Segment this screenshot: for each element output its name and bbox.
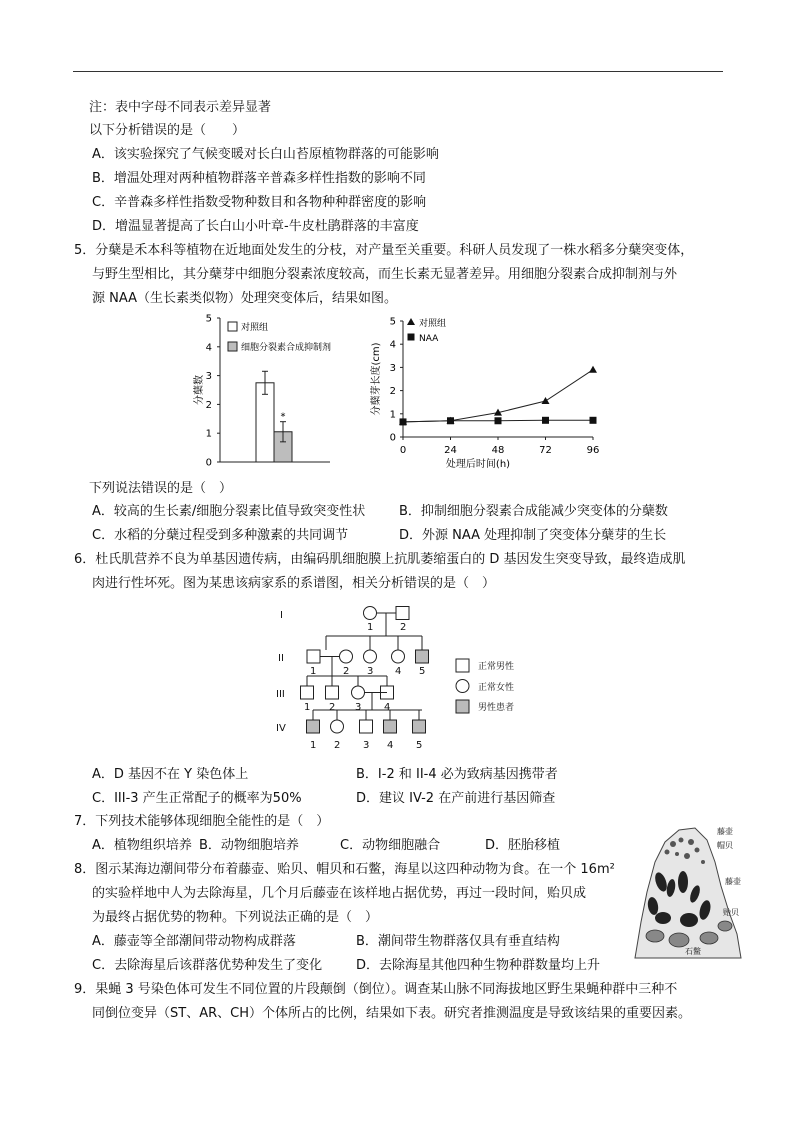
q5-stem: 下列说法错误的是（ ） xyxy=(89,481,233,496)
q7-option-b: B．动物细胞培养 xyxy=(199,838,299,853)
label-chiton: 石鳖 xyxy=(685,947,701,956)
pedigree-III-2 xyxy=(326,686,339,699)
line-x-tick-label: 48 xyxy=(491,445,505,456)
line-point-control xyxy=(589,366,597,373)
line-point-naa xyxy=(542,417,549,424)
q6-option-d: D．建议 IV-2 在产前进行基因筛查 xyxy=(356,791,556,806)
pedigree-I-1 xyxy=(364,607,377,620)
q7-option-c: C．动物细胞融合 xyxy=(340,838,441,853)
q9-line-2: 同倒位变异（ST、AR、CH）个体所占的比例，结果如下表。研究者推测温度是导致该结果的重要因素。 xyxy=(92,1006,691,1021)
num-II-5: 5 xyxy=(419,666,426,677)
line-y-tick-label: 5 xyxy=(389,316,396,328)
q8-option-a: A．藤壶等全部潮间带动物构成群落 xyxy=(92,934,296,949)
pedigree-II-3 xyxy=(364,650,377,663)
legend-affected-male: 男性患者 xyxy=(478,703,515,713)
line-y-tick-label: 0 xyxy=(389,432,396,444)
line-point-naa xyxy=(447,417,454,424)
q8-line-1: 8．图示某海边潮间带分布着藤壶、贻贝、帽贝和石鳖，海星以这四种动物为食。在一个 16m² xyxy=(74,862,615,877)
q6-line-1: 6．杜氏肌营养不良为单基因遗传病，由编码肌细胞膜上抗肌萎缩蛋白的 D 基因发生突变导致，最终造成肌 xyxy=(74,552,686,567)
q5-option-d: D．外源 NAA 处理抑制了突变体分蘖芽的生长 xyxy=(399,528,667,543)
num-IV-1: 1 xyxy=(310,740,317,751)
num-II-4: 4 xyxy=(395,666,402,677)
legend-normal-male-symbol xyxy=(456,659,469,672)
bar-significance-mark: * xyxy=(280,411,286,423)
gen-label-I: I xyxy=(280,610,283,621)
line-x-tick-label: 0 xyxy=(399,445,407,456)
legend-affected-male-symbol xyxy=(456,700,469,713)
gen-label-IV: IV xyxy=(276,723,286,734)
q5-option-b: B．抑制细胞分裂素合成能减少突变体的分蘖数 xyxy=(399,504,668,519)
line-point-control xyxy=(542,397,550,404)
tiller-bar-chart xyxy=(190,312,370,472)
line-x-axis-label: 处理后时间(h) xyxy=(445,459,511,470)
q8-option-b: B．潮间带生物群落仅具有垂直结构 xyxy=(356,934,560,949)
pedigree-II-1 xyxy=(307,650,320,663)
num-IV-5: 5 xyxy=(416,740,423,751)
bar-legend-swatch xyxy=(228,342,237,351)
legend-normal-female-symbol xyxy=(456,680,469,693)
line-legend-label: 对照组 xyxy=(419,319,447,329)
q6-option-b: B．I-2 和 II-4 必为致病基因携带者 xyxy=(356,767,558,782)
line-x-tick-label: 96 xyxy=(586,445,600,456)
bar-y-tick-label: 5 xyxy=(205,313,212,325)
bar-y-tick-label: 3 xyxy=(205,371,212,383)
label-barnacle-mid: 藤壶 xyxy=(725,877,741,886)
bar-legend-swatch xyxy=(228,322,237,331)
q6-option-a: A．D 基因不在 Y 染色体上 xyxy=(92,767,249,782)
pedigree-IV-3 xyxy=(360,720,373,733)
pedigree-IV-5 xyxy=(413,720,426,733)
line-legend-label: NAA xyxy=(419,334,439,344)
bar-y-tick-label: 0 xyxy=(205,457,212,469)
num-III-4: 4 xyxy=(384,702,391,713)
num-III-3: 3 xyxy=(355,702,362,713)
pedigree-II-4 xyxy=(392,650,405,663)
q4-option-b: B．增温处理对两种植物群落辛普森多样性指数的影响不同 xyxy=(92,171,426,186)
label-barnacle-top: 藤壶 xyxy=(717,827,733,836)
line-point-naa xyxy=(495,417,502,424)
line-y-tick-label: 2 xyxy=(389,386,396,398)
q8-line-3: 为最终占据优势的物种。下列说法正确的是（ ） xyxy=(92,910,379,925)
line-y-tick-label: 3 xyxy=(389,362,396,374)
line-point-naa xyxy=(400,418,407,425)
line-legend-marker xyxy=(408,334,415,341)
bar-y-tick-label: 1 xyxy=(205,428,212,440)
q4-stem: 以下分析错误的是（ ） xyxy=(89,123,246,138)
q5-line-3: 源 NAA（生长素类似物）处理突变体后，结果如图。 xyxy=(92,291,398,306)
gen-label-III: III xyxy=(276,689,285,700)
bar-legend-label: 细胞分裂素合成抑制剂 xyxy=(241,343,332,353)
bar-y-axis-label: 分蘖数 xyxy=(194,375,205,405)
num-III-1: 1 xyxy=(304,702,311,713)
num-III-2: 2 xyxy=(329,702,336,713)
pedigree-III-3 xyxy=(352,686,365,699)
header-rule xyxy=(73,71,723,72)
q5-option-a: A．较高的生长素/细胞分裂素比值导致突变性状 xyxy=(92,504,366,519)
q4-option-d: D．增温显著提高了长白山小叶章-牛皮杜鹃群落的丰富度 xyxy=(92,219,419,234)
intertidal-illustration xyxy=(633,822,743,960)
line-y-tick-label: 1 xyxy=(389,409,396,421)
q5-option-c: C．水稻的分蘖过程受到多种激素的共同调节 xyxy=(92,528,349,543)
line-y-axis-label: 分蘖芽长度(cm) xyxy=(371,342,382,416)
pedigree-chart xyxy=(270,598,560,758)
q7-option-a: A．植物组织培养 xyxy=(92,838,192,853)
pedigree-II-5 xyxy=(416,650,429,663)
bar-y-tick-label: 4 xyxy=(205,342,212,354)
pedigree-III-1 xyxy=(301,686,314,699)
label-mussel: 贻贝 xyxy=(723,908,739,917)
label-limpet: 帽贝 xyxy=(717,841,733,850)
num-II-1: 1 xyxy=(310,666,317,677)
num-IV-2: 2 xyxy=(334,740,341,751)
line-point-naa xyxy=(590,417,597,424)
q5-line-1: 5．分蘖是禾本科等植物在近地面处发生的分枝，对产量至关重要。科研人员发现了一株水稻多分蘖突变体， xyxy=(74,243,694,258)
q5-line-2: 与野生型相比，其分蘖芽中细胞分裂素浓度较高，而生长素无显著差异。用细胞分裂素合成抑制剂与外 xyxy=(92,267,678,282)
bud-length-line-chart xyxy=(365,312,615,477)
q8-line-2: 的实验样地中人为去除海星，几个月后藤壶在该样地占据优势，再过一段时间，贻贝成 xyxy=(92,886,587,901)
table-note: 注：表中字母不同表示差异显著 xyxy=(89,100,272,115)
line-legend-marker xyxy=(407,318,415,325)
num-I-1: 1 xyxy=(367,622,374,633)
bar-y-tick-label: 2 xyxy=(205,399,212,411)
q7-stem: 7．下列技术能够体现细胞全能性的是（ ） xyxy=(74,814,330,829)
legend-normal-female: 正常女性 xyxy=(478,683,515,693)
pedigree-I-2 xyxy=(396,607,409,620)
num-II-2: 2 xyxy=(343,666,350,677)
num-I-2: 2 xyxy=(400,622,407,633)
line-x-tick-label: 72 xyxy=(539,445,552,456)
q8-option-c: C．去除海星后该群落优势种发生了变化 xyxy=(92,958,323,973)
pedigree-IV-4 xyxy=(384,720,397,733)
pedigree-IV-2 xyxy=(331,720,344,733)
q6-line-2: 肉进行性坏死。图为某患该病家系的系谱图，相关分析错误的是（ ） xyxy=(92,576,496,591)
q8-option-d: D．去除海星其他四种生物种群数量均上升 xyxy=(356,958,601,973)
bar-legend-label: 对照组 xyxy=(241,323,269,333)
q6-option-c: C．III-3 产生正常配子的概率为50% xyxy=(92,791,302,806)
line-y-tick-label: 4 xyxy=(389,339,396,351)
num-IV-3: 3 xyxy=(363,740,370,751)
q4-option-c: C．辛普森多样性指数受物种数目和各物种种群密度的影响 xyxy=(92,195,427,210)
legend-normal-male: 正常男性 xyxy=(478,662,515,672)
num-II-3: 3 xyxy=(367,666,374,677)
pedigree-II-2 xyxy=(340,650,353,663)
num-IV-4: 4 xyxy=(387,740,394,751)
line-x-tick-label: 24 xyxy=(444,445,457,456)
q4-option-a: A．该实验探究了气候变暖对长白山苔原植物群落的可能影响 xyxy=(92,147,439,162)
q7-option-d: D．胚胎移植 xyxy=(485,838,561,853)
q9-line-1: 9．果蝇 3 号染色体可发生不同位置的片段颠倒（倒位）。调查某山脉不同海拔地区野生果蝇种群中三种不 xyxy=(74,982,678,997)
pedigree-IV-1 xyxy=(307,720,320,733)
gen-label-II: II xyxy=(278,653,284,664)
